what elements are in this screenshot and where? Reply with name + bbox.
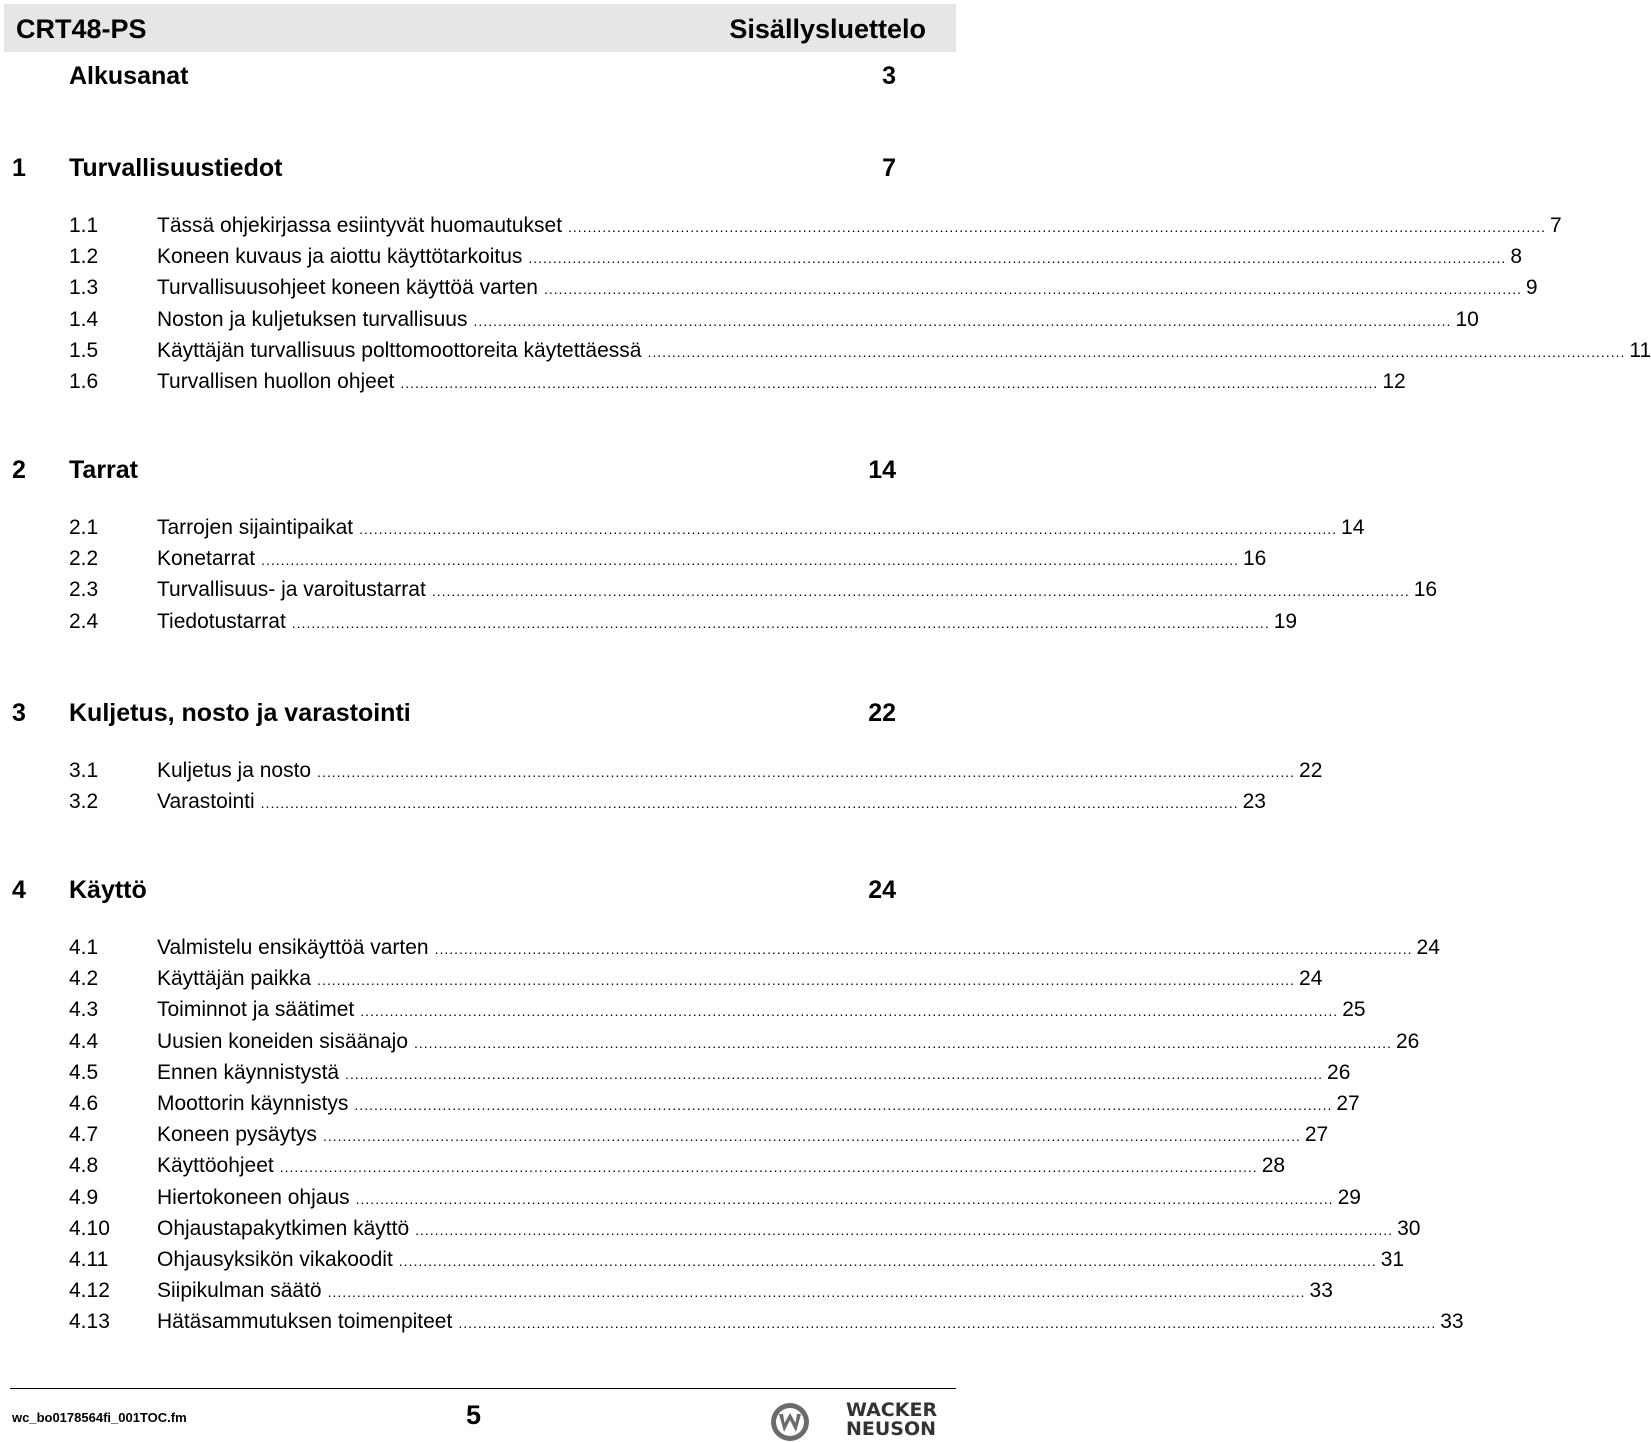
document-id: CRT48-PS bbox=[16, 14, 147, 44]
toc-section-4-9[interactable] bbox=[0, 1186, 1361, 1216]
section-number: 4.13 bbox=[69, 1310, 110, 1333]
section-title: Käyttäjän turvallisuus polttomoottoreita käytettäessä bbox=[157, 339, 642, 362]
dot-leader: ........................................................................................................................................................................................................ bbox=[317, 764, 1296, 780]
section-title: Koneen kuvaus ja aiottu käyttötarkoitus bbox=[157, 245, 523, 268]
section-page: 26 bbox=[1395, 1030, 1420, 1053]
toc-section-4-2[interactable] bbox=[0, 967, 1323, 997]
section-title: Kuljetus ja nosto bbox=[157, 759, 312, 782]
section-number: 1.1 bbox=[69, 214, 99, 237]
section-page: 16 bbox=[1243, 547, 1267, 570]
section-page: 8 bbox=[1510, 245, 1523, 268]
section-number: 4.12 bbox=[69, 1279, 110, 1302]
section-page: 31 bbox=[1380, 1248, 1405, 1271]
toc-section-2-3[interactable] bbox=[0, 578, 1438, 608]
toc-section-4-13[interactable] bbox=[0, 1310, 1464, 1340]
toc-section-1-3[interactable] bbox=[0, 276, 1538, 306]
dot-leader: ........................................................................................................................................................................................................ bbox=[431, 583, 1410, 599]
section-page: 33 bbox=[1309, 1279, 1333, 1302]
section-page: 11 bbox=[1629, 339, 1651, 362]
preface-page: 3 bbox=[882, 62, 896, 90]
header-bar bbox=[4, 4, 956, 52]
section-title: Ennen käynnistystä bbox=[157, 1061, 340, 1084]
toc-section-4-6[interactable] bbox=[0, 1092, 1360, 1122]
section-title: Valmistelu ensikäyttöä varten bbox=[157, 936, 429, 959]
section-title: Toiminnot ja säätimet bbox=[157, 998, 355, 1021]
section-title: Tarrojen sijaintipaikat bbox=[157, 516, 354, 539]
section-page: 24 bbox=[1416, 936, 1440, 959]
toc-heading: Sisällysluettelo bbox=[729, 14, 926, 44]
toc-section-4-10[interactable] bbox=[0, 1217, 1421, 1247]
section-number: 3.2 bbox=[69, 790, 99, 813]
toc-section-1-6[interactable] bbox=[0, 370, 1406, 400]
dot-leader: ........................................................................................................................................................................................................ bbox=[291, 615, 1270, 631]
section-page: 25 bbox=[1342, 998, 1366, 1021]
toc-section-4-5[interactable] bbox=[0, 1061, 1351, 1091]
section-number: 1.2 bbox=[69, 245, 99, 268]
section-title: Tässä ohjekirjassa esiintyvät huomautukset bbox=[157, 214, 563, 237]
section-page: 23 bbox=[1242, 790, 1266, 813]
chapter-title: Tarrat bbox=[69, 456, 139, 484]
section-page: 9 bbox=[1525, 276, 1538, 299]
chapter-title: Käyttö bbox=[69, 876, 147, 904]
dot-leader: ........................................................................................................................................................................................................ bbox=[355, 1191, 1334, 1207]
toc-section-4-4[interactable] bbox=[0, 1030, 1420, 1060]
toc-section-3-2[interactable] bbox=[0, 790, 1266, 820]
section-title: Konetarrat bbox=[157, 547, 256, 570]
section-number: 4.11 bbox=[69, 1248, 109, 1271]
section-page: 29 bbox=[1337, 1186, 1361, 1209]
wacker-neuson-logo-icon bbox=[770, 1402, 810, 1442]
section-title: Turvallisuus- ja varoitustarrat bbox=[157, 578, 426, 601]
toc-section-4-3[interactable] bbox=[0, 998, 1366, 1028]
toc-section-2-4[interactable] bbox=[0, 610, 1298, 640]
section-number: 4.7 bbox=[69, 1123, 99, 1146]
dot-leader: ........................................................................................................................................................................................................ bbox=[322, 1128, 1301, 1144]
toc-section-2-2[interactable] bbox=[0, 547, 1267, 577]
toc-section-4-11[interactable] bbox=[0, 1248, 1405, 1278]
section-number: 4.1 bbox=[69, 936, 99, 959]
section-number: 4.6 bbox=[69, 1092, 99, 1115]
section-page: 19 bbox=[1273, 610, 1298, 633]
section-title: Moottorin käynnistys bbox=[157, 1092, 349, 1115]
dot-leader: ........................................................................................................................................................................................................ bbox=[647, 344, 1626, 360]
section-number: 2.4 bbox=[69, 610, 99, 633]
dot-leader: ........................................................................................................................................................................................................ bbox=[415, 1222, 1394, 1238]
chapter-page: 7 bbox=[882, 154, 896, 182]
preface-title: Alkusanat bbox=[69, 62, 189, 90]
dot-leader: ........................................................................................................................................................................................................ bbox=[473, 313, 1452, 329]
section-number: 1.6 bbox=[69, 370, 99, 393]
toc-section-3-1[interactable] bbox=[0, 759, 1323, 789]
toc-section-1-4[interactable] bbox=[0, 308, 1479, 338]
dot-leader: ........................................................................................................................................................................................................ bbox=[400, 375, 1379, 391]
section-number: 4.2 bbox=[69, 967, 99, 990]
section-page: 24 bbox=[1299, 967, 1323, 990]
section-title: Varastointi bbox=[157, 790, 255, 813]
section-number: 1.3 bbox=[69, 276, 99, 299]
section-title: Siipikulman säätö bbox=[157, 1279, 322, 1302]
wacker-neuson-logo bbox=[770, 1400, 950, 1442]
dot-leader: ........................................................................................................................................................................................................ bbox=[398, 1253, 1377, 1269]
section-number: 4.4 bbox=[69, 1030, 99, 1053]
chapter-title: Turvallisuustiedot bbox=[69, 154, 283, 182]
toc-chapter-1[interactable] bbox=[0, 154, 960, 188]
section-title: Koneen pysäytys bbox=[157, 1123, 317, 1146]
section-title: Hiertokoneen ohjaus bbox=[157, 1186, 350, 1209]
dot-leader: ........................................................................................................................................................................................................ bbox=[317, 972, 1296, 988]
section-number: 1.5 bbox=[69, 339, 99, 362]
footer-rule bbox=[10, 1388, 956, 1389]
section-title: Ohjausyksikön vikakoodit bbox=[157, 1248, 393, 1271]
section-page: 7 bbox=[1549, 214, 1562, 237]
toc-entry-preface[interactable] bbox=[0, 62, 960, 96]
dot-leader: ........................................................................................................................................................................................................ bbox=[414, 1035, 1392, 1051]
chapter-page: 14 bbox=[868, 456, 896, 484]
section-number: 2.3 bbox=[69, 578, 99, 601]
chapter-number: 1 bbox=[12, 154, 26, 182]
section-number: 2.2 bbox=[69, 547, 99, 570]
section-page: 12 bbox=[1382, 370, 1406, 393]
section-title: Noston ja kuljetuksen turvallisuus bbox=[157, 308, 468, 331]
dot-leader: ........................................................................................................................................................................................................ bbox=[360, 1003, 1339, 1019]
dot-leader: ........................................................................................................................................................................................................ bbox=[359, 521, 1338, 537]
toc-chapter-3[interactable] bbox=[0, 699, 960, 733]
section-page: 26 bbox=[1327, 1061, 1351, 1084]
section-title: Ohjaustapakytkimen käyttö bbox=[157, 1217, 410, 1240]
section-number: 4.3 bbox=[69, 998, 99, 1021]
chapter-number: 2 bbox=[12, 456, 26, 484]
section-page: 27 bbox=[1304, 1123, 1329, 1146]
toc-section-1-2[interactable] bbox=[0, 245, 1523, 275]
section-title: Turvallisen huollon ohjeet bbox=[157, 370, 395, 393]
section-number: 1.4 bbox=[69, 308, 99, 331]
section-title: Käyttöohjeet bbox=[157, 1154, 274, 1177]
section-number: 4.8 bbox=[69, 1154, 99, 1177]
toc-section-4-8[interactable] bbox=[0, 1154, 1286, 1184]
toc-section-4-12[interactable] bbox=[0, 1279, 1333, 1309]
section-page: 33 bbox=[1440, 1310, 1464, 1333]
section-number: 4.10 bbox=[69, 1217, 110, 1240]
section-page: 27 bbox=[1336, 1092, 1360, 1115]
dot-leader: ........................................................................................................................................................................................................ bbox=[260, 795, 1239, 811]
logo-text: WACKER NEUSON bbox=[846, 1399, 938, 1440]
section-title: Hätäsammutuksen toimenpiteet bbox=[157, 1310, 453, 1333]
dot-leader: ........................................................................................................................................................................................................ bbox=[261, 552, 1239, 568]
file-name: wc_bo0178564fi_001TOC.fm bbox=[12, 1410, 187, 1425]
toc-section-2-1[interactable] bbox=[0, 516, 1365, 546]
chapter-page: 22 bbox=[868, 699, 896, 727]
section-number: 2.1 bbox=[69, 516, 99, 539]
dot-leader: ........................................................................................................................................................................................................ bbox=[543, 281, 1522, 297]
toc-section-4-7[interactable] bbox=[0, 1123, 1329, 1153]
dot-leader: ........................................................................................................................................................................................................ bbox=[434, 941, 1413, 957]
dot-leader: ........................................................................................................................................................................................................ bbox=[354, 1097, 1333, 1113]
page-number: 5 bbox=[466, 1400, 482, 1430]
section-page: 10 bbox=[1455, 308, 1479, 331]
toc-chapter-4[interactable] bbox=[0, 876, 960, 910]
section-title: Uusien koneiden sisäänajo bbox=[157, 1030, 409, 1053]
dot-leader: ........................................................................................................................................................................................................ bbox=[458, 1315, 1437, 1331]
dot-leader: ........................................................................................................................................................................................................ bbox=[327, 1284, 1306, 1300]
section-title: Käyttäjän paikka bbox=[157, 967, 312, 990]
dot-leader: ........................................................................................................................................................................................................ bbox=[568, 219, 1546, 235]
dot-leader: ........................................................................................................................................................................................................ bbox=[528, 250, 1507, 266]
section-page: 14 bbox=[1341, 516, 1365, 539]
section-title: Tiedotustarrat bbox=[157, 610, 286, 633]
toc-section-1-5[interactable] bbox=[0, 339, 1651, 369]
chapter-title: Kuljetus, nosto ja varastointi bbox=[69, 699, 411, 727]
section-page: 28 bbox=[1261, 1154, 1286, 1177]
section-page: 30 bbox=[1397, 1217, 1421, 1240]
toc-section-1-1[interactable] bbox=[0, 214, 1562, 244]
toc-section-4-1[interactable] bbox=[0, 936, 1440, 966]
dot-leader: ........................................................................................................................................................................................................ bbox=[279, 1159, 1258, 1175]
section-page: 22 bbox=[1299, 759, 1323, 782]
section-number: 4.9 bbox=[69, 1186, 99, 1209]
chapter-number: 3 bbox=[12, 699, 26, 727]
dot-leader: ........................................................................................................................................................................................................ bbox=[345, 1066, 1324, 1082]
section-number: 4.5 bbox=[69, 1061, 99, 1084]
toc-chapter-2[interactable] bbox=[0, 456, 960, 490]
chapter-page: 24 bbox=[868, 876, 896, 904]
chapter-number: 4 bbox=[12, 876, 26, 904]
section-page: 16 bbox=[1413, 578, 1438, 601]
section-number: 3.1 bbox=[69, 759, 99, 782]
section-title: Turvallisuusohjeet koneen käyttöä varten bbox=[157, 276, 538, 299]
